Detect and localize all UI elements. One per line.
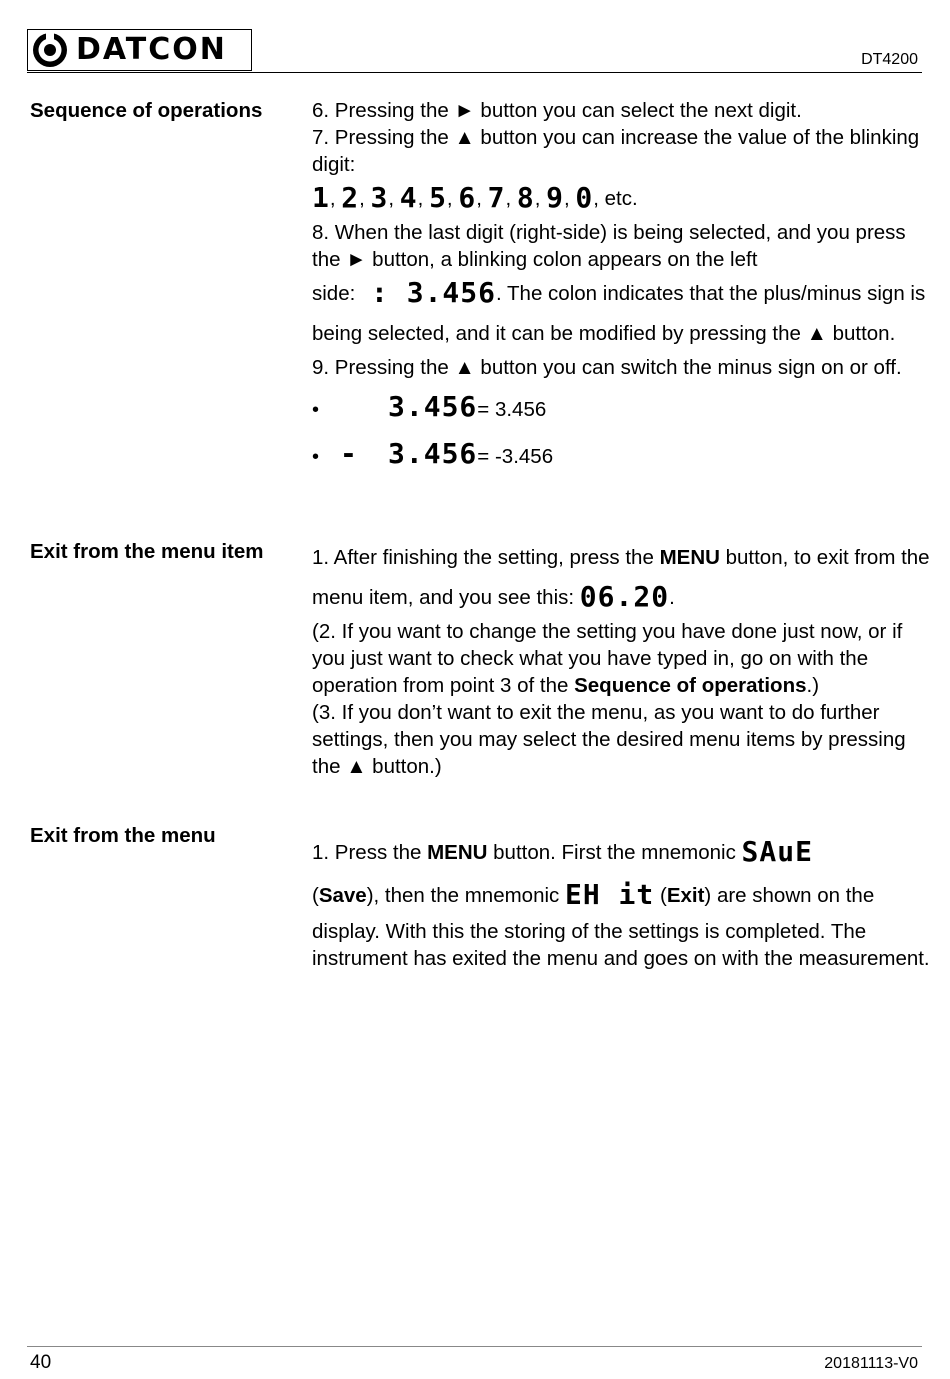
page-number: 40	[30, 1352, 52, 1373]
section-body-exit-menu	[312, 830, 930, 972]
section-label-exit-item: Exit from the menu item	[30, 540, 264, 563]
digit-display: 6	[458, 181, 477, 214]
digit-display: 9	[546, 181, 564, 214]
value-equals: = -3.456	[477, 445, 554, 468]
menu-code-display: 06.20	[579, 580, 670, 613]
digit-display: 4	[399, 181, 418, 214]
bullet-item-negative	[312, 432, 930, 479]
colon-display: : 3.456	[371, 276, 497, 309]
exit-item-step-1	[312, 538, 930, 618]
text-run: ), then the mnemonic	[366, 884, 565, 907]
step-6: 6. Pressing the ► button you can select the next digit.	[312, 99, 802, 122]
save-mnemonic-display: SAuE	[741, 835, 813, 868]
step-8: 8. When the last digit (right-side) is being selected, and you press the ► button, a blinking colon appears on the left	[312, 221, 906, 271]
digit-display: 2	[341, 181, 360, 214]
text-run: .)	[806, 674, 820, 697]
exit-item-step-2	[312, 618, 930, 699]
document-id: DT4200	[861, 51, 918, 68]
text-run: .	[669, 586, 675, 609]
digits-suffix: , etc.	[593, 187, 638, 210]
footer-rule	[27, 1346, 922, 1347]
digit-display: 1	[312, 181, 330, 214]
exit-mnemonic-display: EH it	[564, 878, 655, 911]
value-display: 3.456	[388, 437, 478, 470]
step-9: 9. Pressing the ▲ button you can switch the minus sign on or off.	[312, 356, 902, 379]
text-run: ) are shown on the display. With this the storing of the settings is completed. The instrument has exited the menu and goes on with the measurement.	[312, 884, 930, 970]
digit-sequence: 1, 2, 3, 4, 5, 6, 7, 8, 9, 0, etc.	[312, 181, 638, 214]
value-display: 3.456	[388, 390, 478, 423]
text-run: (2. If you want to change the setting you have done just now, or if you just want to check what you have typed in, go on with the operation from point 3 of the	[312, 620, 903, 697]
section-reference: Sequence of operations	[574, 674, 807, 697]
bullet-item-positive	[312, 385, 930, 432]
digit-display: 0	[575, 181, 594, 214]
datcon-logo-mark-icon	[30, 30, 70, 70]
menu-keyword: MENU	[659, 546, 720, 569]
menu-keyword: MENU	[427, 841, 488, 864]
step-7: 7. Pressing the ▲ button you can increase the value of the blinking digit:	[312, 126, 920, 176]
logo-text: DATCON	[76, 32, 227, 67]
section-label-exit-menu: Exit from the menu	[30, 824, 216, 847]
exit-menu-step-1	[312, 830, 930, 972]
digit-display: 7	[487, 181, 506, 214]
bullet-dot: •	[312, 446, 320, 468]
value-equals: = 3.456	[477, 398, 547, 421]
section-label-sequence: Sequence of operations	[30, 99, 263, 122]
exit-item-step-3: (3. If you don’t want to exit the menu, as you want to do further settings, then you may select the desired menu items by pressing the ▲ button.)	[312, 701, 906, 778]
section-body-sequence	[312, 97, 930, 479]
step-8-continued	[312, 273, 930, 354]
text-run: (	[654, 884, 667, 907]
digit-display: 8	[516, 181, 535, 214]
bullet-dot: •	[312, 399, 320, 421]
exit-keyword: Exit	[666, 884, 705, 907]
digit-display: 3	[370, 181, 389, 214]
step-8-explanation: . The colon indicates that the plus/minus sign is being selected, and it can be modified by pressing the ▲ button.	[312, 282, 926, 345]
text-run: 1. After finishing the setting, press the	[312, 546, 660, 569]
text-run: button, to exit from the menu item, and you see this:	[312, 546, 930, 609]
revision-code: 20181113-V0	[824, 1355, 918, 1372]
section-body-exit-item	[312, 538, 930, 780]
save-keyword: Save	[318, 884, 367, 907]
text-run: button. First the mnemonic	[487, 841, 742, 864]
datcon-logo	[27, 29, 252, 71]
sign-display: -	[340, 437, 358, 470]
text-run: (	[312, 884, 319, 907]
digit-display: 5	[429, 181, 447, 214]
step-8-side: side:	[312, 282, 361, 305]
header-rule	[27, 72, 922, 73]
text-run: 1. Press the	[312, 841, 428, 864]
